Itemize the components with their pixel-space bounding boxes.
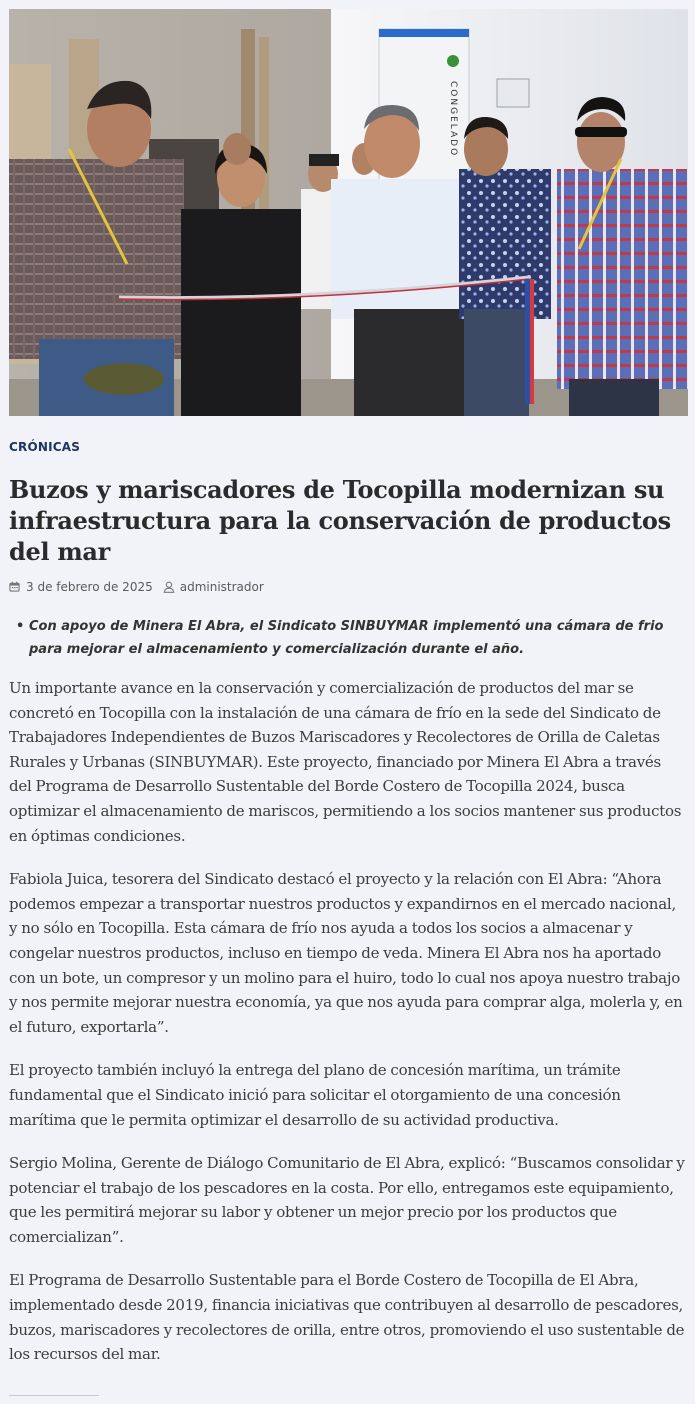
paragraph: El proyecto también incluyó la entrega del plano de concesión marítima, un trámite fundamental que el Sindicato inició para solicitar el otorgamiento de una concesión marítima que le permita optimizar el desarrollo de su actividad productiva. xyxy=(9,1061,621,1129)
article-title: Buzos y mariscadores de Tocopilla modernizan su infraestructura para la conservación de productos del mar xyxy=(9,475,671,566)
hero-image xyxy=(9,9,688,416)
article-lede xyxy=(16,615,666,661)
calendar-icon xyxy=(9,581,21,593)
hero-photo xyxy=(9,9,688,416)
bullet-icon: • xyxy=(16,619,25,634)
article-meta xyxy=(9,580,264,594)
paragraph: Fabiola Juica, tesorera del Sindicato destacó el proyecto y la relación con El Abra: “Ahora podemos empezar a transportar nuestros productos y expandirnos en el mercado nacional, y no sólo en Tocopilla. Esta cámara de frío nos ayuda a todos los socios a almacenar y congelar nuestros productos, incluso en tiempo de veda. Minera El Abra nos ha aportado con un bote, un compresor y un molino para el huiro, todo lo cual nos apoya nuestro trabajo y nos permite mejorar nuestra economía, ya que nos ayuda para comprar alga, molerla y, en el futuro, exportarla”. xyxy=(9,870,683,1036)
lede-text: Con apoyo de Minera El Abra, el Sindicato SINBUYMAR implementó una cámara de frio para mejorar el almacenamiento y comercialización durante el año. xyxy=(29,619,664,657)
paragraph: Sergio Molina, Gerente de Diálogo Comunitario de El Abra, explicó: “Buscamos consolidar y potenciar el trabajo de los pescadores en la costa. Por ello, entregamos este equipamiento, que les permitirá mejorar su labor y obtener un mejor precio por los productos que comercializan”. xyxy=(9,1154,685,1246)
author-link[interactable]: administrador xyxy=(179,580,264,594)
article-body xyxy=(9,676,685,1386)
hero-sign-text: CONGELADO xyxy=(448,81,458,158)
article-date: 3 de febrero de 2025 xyxy=(26,580,153,594)
divider xyxy=(9,1395,99,1396)
paragraph: Un importante avance en la conservación y comercialización de productos del mar se concretó en Tocopilla con la instalación de una cámara de frío en la sede del Sindicato de Trabajadores Independientes de Buzos Mariscadores y Recolectores de Orilla de Caletas Rurales y Urbanas (SINBUYMAR). Este proyecto, financiado por Minera El Abra a través del Programa de Desarrollo Sustentable del Borde Costero de Tocopilla 2024, busca optimizar el almacenamiento de mariscos, permitiendo a los socios mantener sus productos en óptimas condiciones. xyxy=(9,679,682,845)
user-icon xyxy=(163,581,175,593)
paragraph: El Programa de Desarrollo Sustentable para el Borde Costero de Tocopilla de El Abra, implementado desde 2019, financia iniciativas que contribuyen al desarrollo de pescadores, buzos, mariscadores y recolectores de orilla, entre otros, promoviendo el uso sustentable de los recursos del mar. xyxy=(9,1271,685,1364)
category-link[interactable]: CRÓNICAS xyxy=(9,440,81,454)
